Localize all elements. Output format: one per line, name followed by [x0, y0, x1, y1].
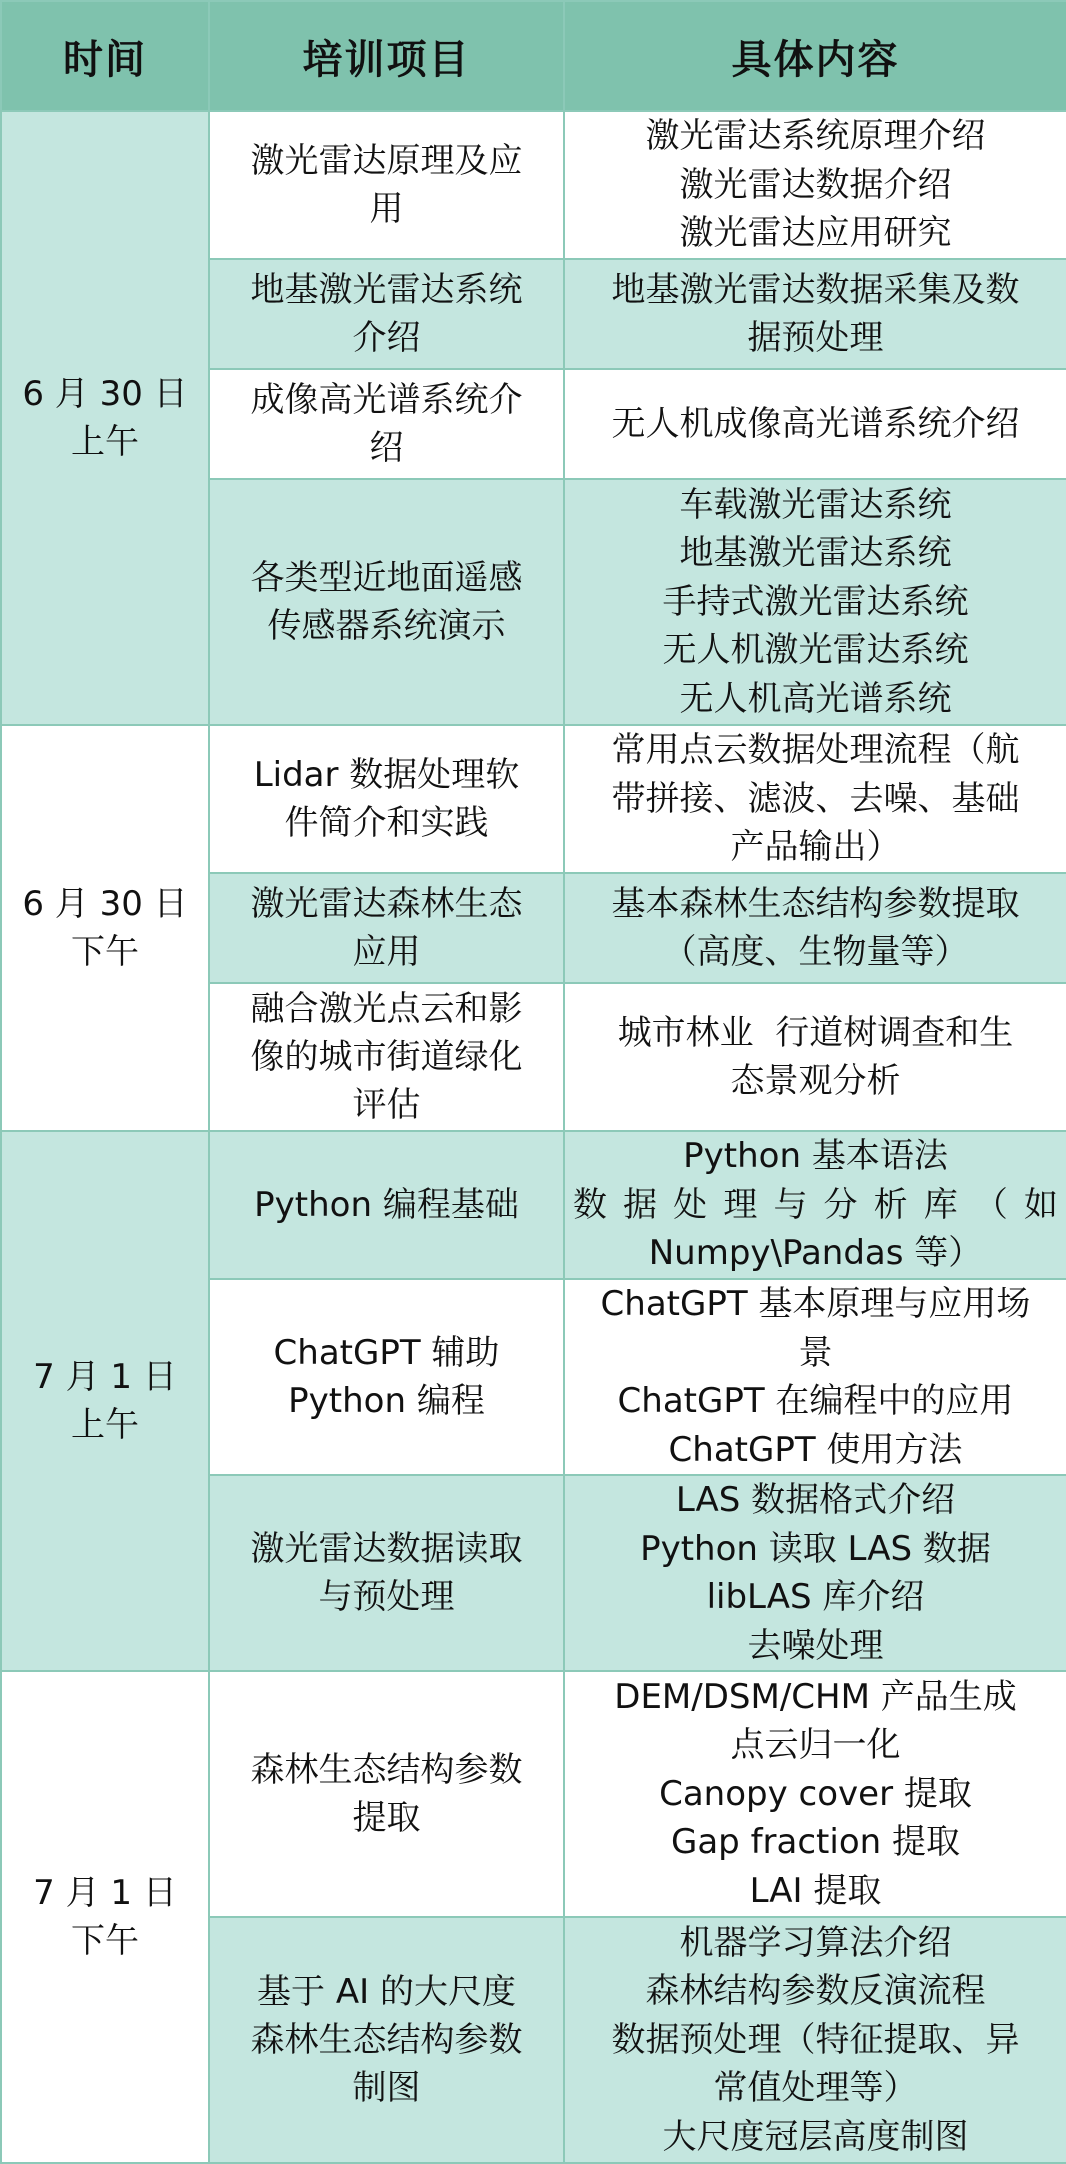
project-line: Lidar 数据处理软: [253, 755, 520, 795]
content-cell: [564, 1279, 1066, 1475]
time-date: 7 月 1 日: [33, 1873, 177, 1913]
content-cell: [564, 1671, 1066, 1917]
content-line: 地基激光雷达系统: [679, 533, 952, 574]
content-cell: [564, 725, 1066, 873]
time-cell: [1, 725, 209, 1131]
project-line: Python 编程: [288, 1381, 485, 1421]
time-cell: [1, 1131, 209, 1671]
project-cell: [209, 111, 564, 259]
content-line: Canopy cover 提取: [659, 1773, 972, 1814]
project-line: 成像高光谱系统介: [250, 380, 523, 420]
project-line: Python 编程基础: [254, 1185, 519, 1225]
project-line: 激光雷达森林生态: [250, 884, 523, 924]
project-line: 森林生态结构参数: [250, 2020, 523, 2060]
content-line: 数据处理与分析库（如: [573, 1184, 1058, 1225]
header-project: 培训项目: [209, 1, 564, 111]
table-row: [1, 725, 1066, 873]
project-line: 激光雷达原理及应: [250, 141, 523, 181]
content-line: Gap fraction 提取: [671, 1822, 960, 1863]
project-line: 基于 AI 的大尺度: [257, 1972, 516, 2012]
project-cell: [209, 1279, 564, 1475]
content-line: 带拼接、滤波、去噪、基础: [611, 778, 1020, 819]
content-line: 机器学习算法介绍: [679, 1922, 952, 1963]
time-period: 上午: [71, 422, 139, 462]
content-line: 激光雷达系统原理介绍: [645, 116, 986, 157]
content-cell: [564, 479, 1066, 725]
project-line: 绍: [369, 428, 404, 468]
content-line: 常用点云数据处理流程（航: [611, 730, 1020, 771]
header-time: 时间: [1, 1, 209, 111]
header-content: 具体内容: [564, 1, 1066, 111]
time-period: 上午: [71, 1405, 139, 1445]
project-cell: [209, 1475, 564, 1671]
table-row: [1, 1671, 1066, 1917]
project-cell: [209, 1671, 564, 1917]
content-line: Python 读取 LAS 数据: [640, 1528, 991, 1569]
content-line: Numpy\Pandas 等）: [648, 1233, 983, 1274]
project-line: 制图: [352, 2068, 421, 2108]
time-date: 6 月 30 日: [22, 884, 188, 924]
time-date: 7 月 1 日: [33, 1357, 177, 1397]
content-line: 森林结构参数反演流程: [645, 1971, 986, 2012]
content-line: 去噪处理: [747, 1625, 884, 1666]
project-cell: [209, 479, 564, 725]
content-line: 地基激光雷达数据采集及数: [611, 269, 1020, 310]
content-line: 常值处理等）: [713, 2068, 918, 2109]
content-cell: [564, 983, 1066, 1131]
project-line: 用: [369, 189, 404, 229]
header-row: [1, 1, 1066, 111]
content-line: 激光雷达数据介绍: [679, 164, 952, 205]
project-cell: [209, 725, 564, 873]
content-line: 城市林业 行道树调查和生: [617, 1012, 1014, 1053]
project-line: 与预处理: [318, 1577, 455, 1617]
time-period: 下午: [71, 1921, 139, 1961]
table-row: [1, 1131, 1066, 1279]
project-cell: [209, 1917, 564, 2163]
content-line: ChatGPT 使用方法: [668, 1429, 963, 1470]
project-line: 地基激光雷达系统: [250, 270, 523, 310]
project-line: 传感器系统演示: [267, 606, 506, 646]
content-line: 景: [798, 1332, 833, 1373]
content-cell: [564, 259, 1066, 369]
project-line: 件简介和实践: [284, 803, 489, 843]
project-cell: [209, 873, 564, 983]
content-line: 大尺度冠层高度制图: [662, 2116, 969, 2157]
content-line: 无人机成像高光谱系统介绍: [611, 403, 1020, 444]
content-line: LAI 提取: [749, 1870, 882, 1911]
content-line: （高度、生物量等）: [662, 932, 969, 972]
time-date: 6 月 30 日: [22, 374, 188, 414]
project-cell: [209, 1131, 564, 1279]
content-line: DEM/DSM/CHM 产品生成: [614, 1676, 1017, 1717]
content-line: ChatGPT 基本原理与应用场: [600, 1284, 1031, 1324]
content-line: 车载激光雷达系统: [679, 484, 952, 525]
time-period: 下午: [71, 932, 139, 972]
project-line: 介绍: [352, 318, 421, 358]
time-cell: [1, 1671, 209, 2163]
content-line: 点云归一化: [730, 1725, 901, 1766]
content-line: 无人机激光雷达系统: [662, 630, 969, 671]
project-line: 像的城市街道绿化: [250, 1037, 523, 1077]
project-line: 提取: [352, 1798, 421, 1838]
content-cell: [564, 1917, 1066, 2163]
project-line: 激光雷达数据读取: [250, 1529, 523, 1569]
project-line: 森林生态结构参数: [250, 1750, 523, 1790]
content-line: 数据预处理（特征提取、异: [611, 2019, 1020, 2060]
content-line: ChatGPT 在编程中的应用: [617, 1381, 1014, 1421]
content-line: 激光雷达应用研究: [679, 213, 952, 254]
content-line: 据预处理: [747, 318, 884, 358]
project-cell: [209, 259, 564, 369]
project-line: ChatGPT 辅助: [273, 1333, 500, 1373]
content-line: 手持式激光雷达系统: [662, 581, 969, 622]
project-line: 评估: [352, 1085, 421, 1125]
project-line: 应用: [352, 932, 421, 972]
project-line: 各类型近地面遥感: [250, 558, 523, 598]
content-line: libLAS 库介绍: [706, 1577, 925, 1617]
content-cell: [564, 369, 1066, 479]
content-line: 态景观分析: [730, 1061, 901, 1101]
content-cell: [564, 1475, 1066, 1671]
project-cell: [209, 983, 564, 1131]
content-cell: [564, 1131, 1066, 1279]
table-row: [1, 111, 1066, 259]
content-line: 产品输出）: [730, 827, 901, 868]
time-cell: [1, 111, 209, 725]
content-line: LAS 数据格式介绍: [675, 1480, 956, 1520]
content-cell: [564, 873, 1066, 983]
content-cell: [564, 111, 1066, 259]
content-line: 无人机高光谱系统: [679, 678, 952, 719]
project-cell: [209, 369, 564, 479]
content-line: Python 基本语法: [683, 1136, 948, 1177]
content-line: 基本森林生态结构参数提取: [611, 883, 1020, 924]
project-line: 融合激光点云和影: [250, 989, 523, 1029]
